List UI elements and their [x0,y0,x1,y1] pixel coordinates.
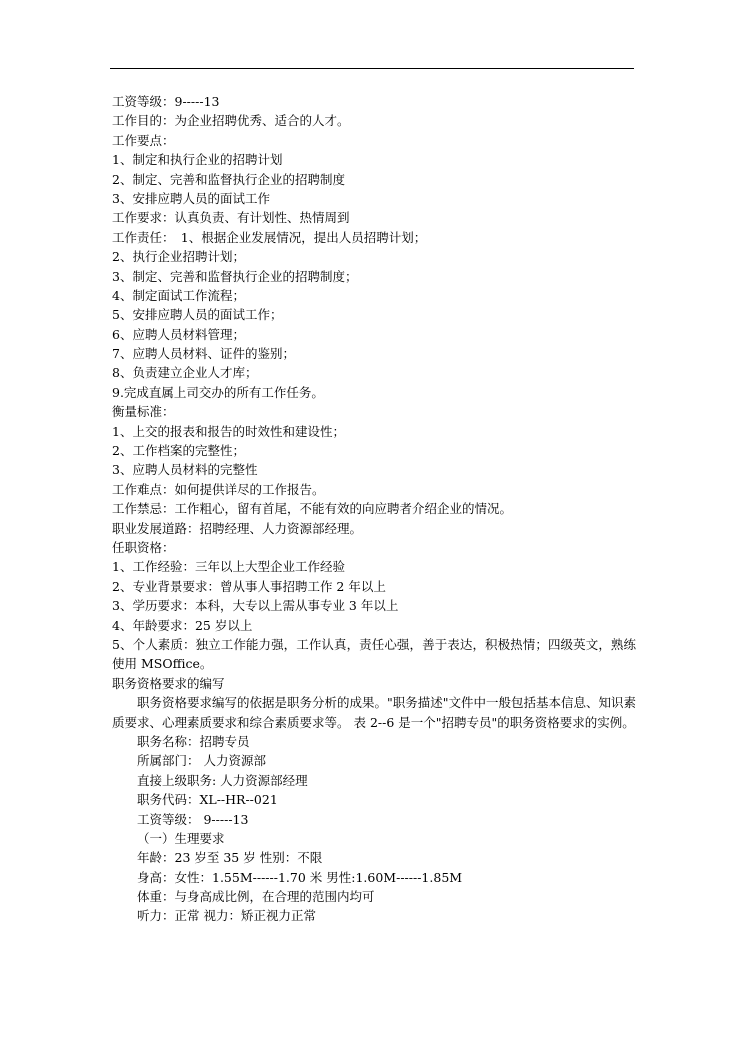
example-line: 直接上级职务: 人力资源部经理 [137,772,308,788]
example-line: 职务名称：招聘专员 [137,733,250,749]
text-line: 工作目的：为企业招聘优秀、适合的人才。 [112,113,350,129]
example-line: 职务代码：XL--HR--021 [137,792,278,808]
text-line: 职业发展道路：招聘经理、人力资源部经理。 [112,520,363,536]
text-line: 衡量标准： [112,404,175,420]
personal-quality-line: 5、个人素质：独立工作能力强，工作认真，责任心强，善于表达，积极热情；四级英文，熟练使用 MSOffice。 [112,636,636,672]
text-line: 1、工作经验：三年以上大型企业工作经验 [112,559,345,575]
text-line: 2、执行企业招聘计划； [112,249,245,265]
text-line: 4、年龄要求：25 岁以上 [112,617,253,633]
text-line: 9.完成直属上司交办的所有工作任务。 [112,384,324,400]
text-line: 1、制定和执行企业的招聘计划 [112,152,283,168]
text-line: 1、上交的报表和报告的时效性和建设性； [112,423,345,439]
intro-paragraph: 职务资格要求编写的依据是职务分析的成果。"职务描述"文件中一般包括基本信息、知识素质要求、心理素质要求和综合素质要求等。 表 2--6 是一个"招聘专员"的职务资格要求的实例。 [112,695,637,730]
text-line: 工作禁忌：工作粗心，留有首尾，不能有效的向应聘者介绍企业的情况。 [112,501,513,517]
text-line: 2、制定、完善和监督执行企业的招聘制度 [112,171,345,187]
example-line: （一）生理要求 [137,830,225,846]
text-line: 5、安排应聘人员的面试工作； [112,307,283,323]
example-line: 年龄：23 岁至 35 岁 性别：不限 [137,850,323,866]
text-line: 7、应聘人员材料、证件的鉴别； [112,346,295,362]
text-line: 工作难点：如何提供详尽的工作报告。 [112,481,325,497]
text-line: 工作责任： 1、根据企业发展情况，提出人员招聘计划； [112,229,427,245]
example-line: 体重：与身高成比例，在合理的范围内均可 [137,889,375,905]
text-line: 3、安排应聘人员的面试工作 [112,190,270,206]
section-title: 职务资格要求的编写 [112,675,225,691]
example-line: 所属部门： 人力资源部 [137,753,266,769]
text-line: 2、工作档案的完整性； [112,443,245,459]
example-line: 听力：正常 视力：矫正视力正常 [137,908,316,924]
text-line: 6、应聘人员材料管理； [112,326,245,342]
text-line: 3、制定、完善和监督执行企业的招聘制度； [112,268,358,284]
text-line: 任职资格： [112,539,175,555]
text-line: 2、专业背景要求：曾从事人事招聘工作 2 年以上 [112,578,386,594]
header-rule [110,68,634,69]
text-line: 工作要点： [112,132,175,148]
example-line: 身高：女性：1.55M------1.70 米 男性:1.60M------1.85M [137,869,463,885]
example-line: 工资等级： 9-----13 [137,811,249,827]
text-line: 4、制定面试工作流程； [112,287,245,303]
text-line: 3、应聘人员材料的完整性 [112,462,258,478]
text-line: 3、学历要求：本科，大专以上需从事专业 3 年以上 [112,598,399,614]
text-line: 工作要求：认真负责、有计划性、热情周到 [112,210,350,226]
document-body [112,92,636,926]
text-line: 工资等级：9-----13 [112,94,220,109]
text-line: 8、负责建立企业人才库； [112,365,258,381]
